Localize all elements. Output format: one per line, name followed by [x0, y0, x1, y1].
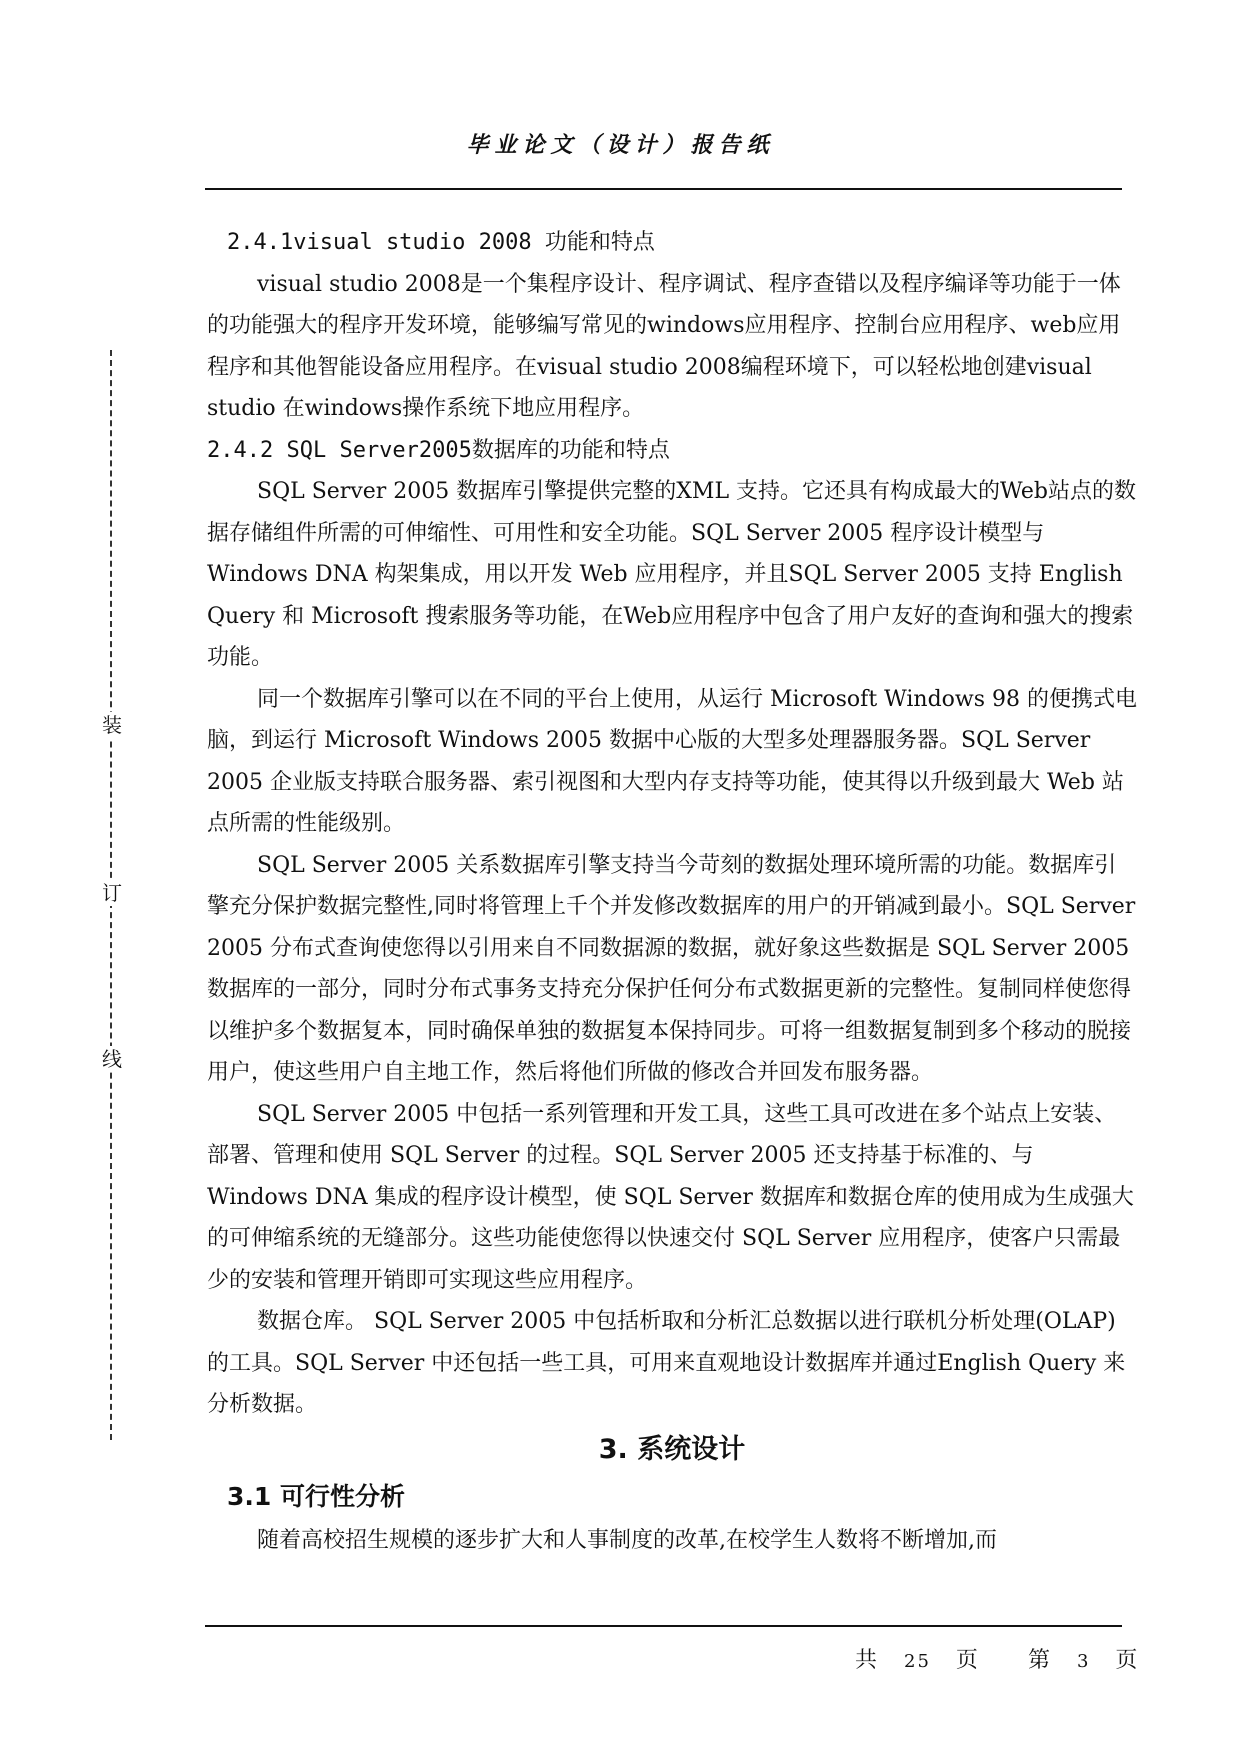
- paragraph-sql-relational: SQL Server 2005 关系数据库引擎支持当今苛刻的数据处理环境所需的功能。数据库引擎充分保护数据完整性,同时将管理上千个并发修改数据库的用户的开销减到最小。SQL Server 2005 分布式查询使您得以引用来自不同数据源的数据，就好象这些数据是 SQL Server 2005 数据库的一部分，同时分布式事务支持充分保护任何分布式数据更新的完整性。复制同样使您得以维护多个数据复本，同时确保单独的数据复本保持同步。可将一组数据复制到多个移动的脱接用户，使这些用户自主地工作，然后将他们所做的修改合并回发布服务器。: [207, 852, 1136, 1085]
- paragraph-data-warehouse: 数据仓库。 SQL Server 2005 中包括析取和分析汇总数据以进行联机分析处理(OLAP) 的工具。SQL Server 中还包括一些工具，可用来直观地设计数据库并通过English Query 来分析数据。: [207, 1309, 1126, 1417]
- footer-page-unit-1: 页: [955, 1648, 980, 1673]
- paragraph-feasibility: 随着高校招生规模的逐步扩大和人事制度的改革,在校学生人数将不断增加,而: [257, 1527, 997, 1553]
- footer-page-unit-2: 页: [1115, 1648, 1140, 1673]
- chapter-heading-3: 3. 系统设计: [598, 1433, 746, 1465]
- footer-rule: [205, 1625, 1122, 1627]
- page-header-title: 毕业论文（设计）报告纸: [466, 132, 775, 158]
- paragraph-visual-studio: visual studio 2008是一个集程序设计、程序调试、程序查错以及程序编译等功能于一体的功能强大的程序开发环境，能够编写常见的windows应用程序、控制台应用程序、web应用程序和其他智能设备应用程序。在visual studio 2008编程环境下，可以轻松地创建visual studio 在windows操作系统下地应用程序。: [207, 271, 1121, 421]
- document-body: [207, 222, 1137, 1561]
- footer-total-label: 共: [855, 1648, 880, 1673]
- footer-total-pages: 25: [904, 1651, 931, 1672]
- paragraph-sql-platforms: 同一个数据库引擎可以在不同的平台上使用，从运行 Microsoft Windows 98 的便携式电脑，到运行 Microsoft Windows 2005 数据中心版的大型多处理器服务器。SQL Server 2005 企业版支持联合服务器、索引视图和大型内存支持等功能，使其得以升级到最大 Web 站点所需的性能级别。: [207, 686, 1138, 836]
- paragraph-sql-tools: SQL Server 2005 中包括一系列管理和开发工具，这些工具可改进在多个站点上安装、部署、管理和使用 SQL Server 的过程。SQL Server 2005 还支持基于标准的、与 Windows DNA 集成的程序设计模型，使 SQL Server 数据库和数据仓库的使用成为生成强大的可伸缩系统的无缝部分。这些功能使您得以快速交付 SQL Server 应用程序，使客户只需最少的安装和管理开销即可实现这些应用程序。: [207, 1101, 1134, 1293]
- section-heading-2-4-1: 2.4.1visual studio 2008 功能和特点: [227, 230, 655, 255]
- footer-current-page: 3: [1076, 1651, 1091, 1672]
- binding-char-ding: 订: [102, 881, 122, 905]
- footer-current-label: 第: [1027, 1648, 1052, 1673]
- header-rule: [205, 188, 1122, 190]
- section-heading-2-4-2: 2.4.2 SQL Server2005数据库的功能和特点: [207, 437, 670, 463]
- section-heading-3-1: 3.1 可行性分析: [227, 1481, 405, 1511]
- binding-char-xian: 线: [102, 1047, 122, 1071]
- paragraph-sql-engine: SQL Server 2005 数据库引擎提供完整的XML 支持。它还具有构成最大的Web站点的数据存储组件所需的可伸缩性、可用性和安全功能。SQL Server 2005 程序设计模型与 Windows DNA 构架集成，用以开发 Web 应用程序，并且SQL Server 2005 支持 English Query 和 Microsoft 搜索服务等功能，在Web应用程序中包含了用户友好的查询和强大的搜索功能。: [207, 479, 1136, 670]
- binding-char-zhuang: 装: [102, 713, 122, 737]
- page-footer: [855, 1643, 1139, 1674]
